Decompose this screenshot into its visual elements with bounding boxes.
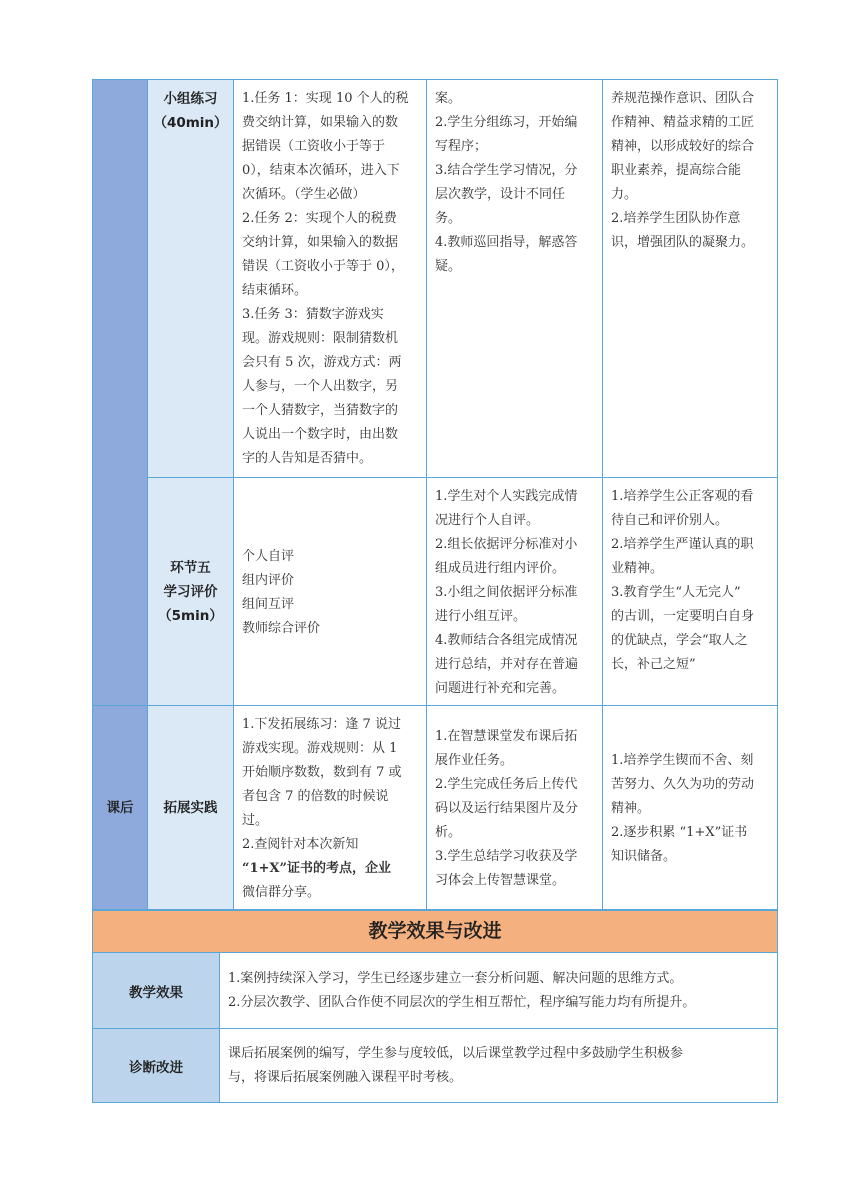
- lesson-plan-sheet: [92, 79, 777, 1103]
- activity-line: 况进行个人自评。: [435, 513, 540, 528]
- goals-line: 2.培养学生团队协作意: [611, 211, 741, 226]
- activity-line: 组成员进行组内评价。: [435, 561, 566, 576]
- activity-line: 展作业任务。: [435, 753, 514, 768]
- goals-line: 精神。: [611, 801, 651, 816]
- section-title: 教学效果与改进: [368, 920, 502, 942]
- improvement-text-cell: [220, 1029, 778, 1103]
- activity-line: 写程序；: [435, 139, 488, 154]
- activity-line: 析。: [435, 825, 462, 840]
- activity-line: 2.学生分组练习，开始编: [435, 115, 578, 130]
- goals-line: 1.培养学生公正客观的看: [611, 489, 754, 504]
- content-line: 游戏实现。游戏规则：从 1: [242, 741, 398, 756]
- banner-row: [93, 911, 778, 953]
- improvement-line: 与，将课后拓展案例融入课程平时考核。: [228, 1069, 463, 1085]
- activity-line: 进行总结，并对存在普遍: [435, 657, 579, 672]
- content-line: 教师综合评价: [242, 621, 321, 636]
- goals-line: 作精神、精益求精的工匠: [611, 115, 755, 130]
- improvement-line: 课后拓展案例的编写，学生参与度较低，以后课堂教学过程中多鼓励学生积极参: [228, 1045, 684, 1061]
- goals-line: 苦努力、久久为功的劳动: [611, 777, 755, 792]
- activity-line: 2.学生完成任务后上传代: [435, 777, 578, 792]
- content-line: 交纳计算，如果输入的数据: [242, 235, 399, 250]
- row-group-practice: [93, 80, 778, 478]
- content-line: 人说出一个数字时，由出数: [242, 427, 399, 442]
- goals-line: 精神，以形成较好的综合: [611, 139, 755, 154]
- content-line: 错误（工资收小于等于 0），: [242, 259, 404, 274]
- effects-label-cell: [93, 953, 220, 1029]
- improvement-row: [93, 1029, 778, 1103]
- effects-row: [93, 953, 778, 1029]
- content-line: 会只有 5 次，游戏方式：两: [242, 355, 402, 370]
- goals-line: 养规范操作意识、团队合: [611, 91, 755, 106]
- activity-line: 进行小组互评。: [435, 609, 527, 624]
- goals-line: 长，补己之短”: [611, 657, 696, 672]
- activity-cell: [427, 706, 603, 910]
- content-line: 个人自评: [242, 549, 295, 564]
- content-line: 结束循环。: [242, 283, 308, 298]
- goals-line: 职业素养，提高综合能: [611, 163, 742, 178]
- content-line: 组内评价: [242, 573, 295, 588]
- activity-line: 码以及运行结果图片及分: [435, 801, 579, 816]
- row-evaluation: [93, 478, 778, 706]
- activity-cell: [427, 80, 603, 478]
- step-title-line1: 小组练习: [163, 91, 218, 107]
- goals-line: 力。: [611, 187, 638, 202]
- step-title-line1: 环节五: [170, 559, 211, 576]
- step-title-line2: （40min）: [153, 115, 228, 131]
- content-line: 费交纳计算，如果输入的数: [242, 115, 399, 130]
- improvement-label-cell: [93, 1029, 220, 1103]
- content-line: 1.下发拓展练习：逢 7 说过: [242, 717, 401, 732]
- activity-line: 3.小组之间依据评分标准: [435, 585, 578, 600]
- activity-cell: [427, 478, 603, 706]
- phase-cell-in-class: [93, 80, 148, 706]
- step-title-extension: [148, 706, 234, 910]
- content-line: 3.任务 3：猜数字游戏实: [242, 307, 384, 322]
- phase-cell-after-class: [93, 706, 148, 910]
- effects-text-cell: [220, 953, 778, 1029]
- content-line: 人参与，一个人出数字，另: [242, 379, 399, 394]
- step-title: 拓展实践: [163, 799, 218, 816]
- content-line: 开始顺序数数，数到有 7 或: [242, 765, 402, 780]
- activity-line: 4.教师巡回指导，解惑答: [435, 235, 578, 250]
- activity-line: 4.教师结合各组完成情况: [435, 633, 578, 648]
- effect-table: [92, 910, 778, 1103]
- goals-line: 的古训，一定要明白自身: [611, 609, 755, 624]
- content-line: 微信群分享。: [242, 885, 321, 900]
- section-banner: [93, 911, 778, 953]
- effects-line: 2.分层次教学、团队合作使不同层次的学生相互帮忙，程序编写能力均有所提升。: [228, 994, 696, 1010]
- content-line: 一个人猜数字，当猜数字的: [242, 403, 399, 418]
- activity-line: 务。: [435, 211, 462, 226]
- content-cell: [234, 706, 427, 910]
- content-line: 0），结束本次循环，进入下: [242, 163, 400, 178]
- goals-line: 知识储备。: [611, 849, 677, 864]
- content-line: 现。游戏规则：限制猜数机: [242, 331, 399, 346]
- content-cell: [234, 478, 427, 706]
- activity-line: 3.学生总结学习收获及学: [435, 849, 578, 864]
- content-line: 者包含 7 的倍数的时候说: [242, 789, 389, 804]
- content-line: 据错误（工资收小于等于: [242, 139, 386, 154]
- step-title-evaluation: [148, 478, 234, 706]
- phase-label: 课后: [106, 799, 134, 816]
- content-line: 2.查阅针对本次新知: [242, 837, 359, 852]
- content-line: 过。: [242, 813, 269, 828]
- content-cell: [234, 80, 427, 478]
- effects-line: 1.案例持续深入学习，学生已经逐步建立一套分析问题、解决问题的思维方式。: [228, 970, 683, 986]
- improvement-label: 诊断改进: [129, 1059, 183, 1076]
- activity-line: 疑。: [435, 259, 462, 274]
- activity-line: 层次教学，设计不同任: [435, 187, 566, 202]
- activity-line: 2.组长依据评分标准对小: [435, 537, 578, 552]
- goals-cell: [603, 478, 778, 706]
- content-line: 2.任务 2：实现个人的税费: [242, 211, 397, 226]
- goals-line: 1.培养学生锲而不舍、刻: [611, 753, 754, 768]
- goals-line: 2.逐步积累 “1+X”证书: [611, 825, 748, 840]
- content-line: 组间互评: [242, 597, 295, 612]
- lesson-table: [92, 79, 778, 910]
- goals-line: 的优缺点，学会“取人之: [611, 633, 748, 648]
- content-line: 1.任务 1：实现 10 个人的税: [242, 91, 409, 106]
- goals-line: 待自己和评价别人。: [611, 513, 729, 528]
- goals-cell: [603, 706, 778, 910]
- activity-line: 1.学生对个人实践完成情: [435, 489, 578, 504]
- goals-line: 业精神。: [611, 561, 664, 576]
- activity-line: 案。: [435, 91, 462, 106]
- goals-line: 3.教育学生“人无完人”: [611, 585, 741, 600]
- content-line: 字的人告知是否猜中。: [242, 451, 373, 466]
- activity-line: 问题进行补充和完善。: [435, 681, 566, 696]
- step-title-line2: 学习评价: [163, 583, 218, 600]
- goals-line: 识，增强团队的凝聚力。: [611, 235, 755, 250]
- step-title-line3: （5min）: [158, 607, 223, 624]
- content-line: 次循环。（学生必做）: [242, 187, 366, 202]
- goals-cell: [603, 80, 778, 478]
- step-title-group-practice: [148, 80, 234, 478]
- goals-line: 2.培养学生严谨认真的职: [611, 537, 754, 552]
- activity-line: 习体会上传智慧课堂。: [435, 873, 566, 888]
- row-after-class: [93, 706, 778, 910]
- effects-label: 教学效果: [129, 984, 183, 1001]
- content-line: “1+X”证书的考点，企业: [242, 861, 391, 876]
- activity-line: 1.在智慧课堂发布课后拓: [435, 729, 578, 744]
- activity-line: 3.结合学生学习情况，分: [435, 163, 578, 178]
